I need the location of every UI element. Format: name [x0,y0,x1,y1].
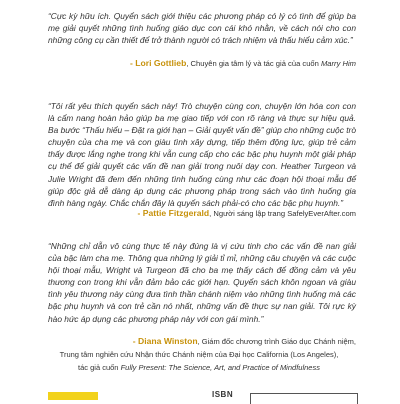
quote-3-attr-line-3: tác giả cuốn Fully Present: The Science, Art, and Practice of Mindfulness [78,363,320,372]
quote-3-attr-line-2: Trung tâm nghiên cứu Nhận thức Chánh niệm của Đại học California (Los Angeles), [59,350,339,359]
quote-1-text: “Cực kỳ hữu ích. Quyển sách giới thiệu các phương pháp có lý có tình để giúp ba mẹ giải quyết những tình huống giáo dục con cái khó nhằn, về cách nói cho con những công cụ cần thiết để trở thành người có trách nhiệm và thấu hiểu cảm xúc.” [48,11,356,46]
quote-2-text: “Tôi rất yêu thích quyển sách này! Trò chuyện cùng con, chuyện lớn hóa con con là cẩm nang hoàn hảo giúp ba mẹ giao tiếp với con rõ ràng và thực sự hiệu quả. Ba bước “Thấu hiểu – Đặt ra giới hạn – Giải quyết vấn đề” giúp cho những cuộc trò chuyện của cha mẹ và con giàu tình xây dựng, tiếp thêm động lực, giúp trẻ cảm thấy được lắng nghe trong khi vẫn cung cấp cho các bậc phụ huynh một giải pháp cụ thể để giải quyết các vấn đề nan giải trong nuôi dạy con. Heather Turgeon và Julie Wright đã đem đến những tình huống cùng như các đoạn hội thoại mẫu để giúp độc giả dễ dàng áp dụng các phương pháp trong sách vào tình huống gia đình hàng ngày. Chắc chắn đây là quyển sách phải-có cho các bậc phụ huynh.” [48,101,356,208]
quote-2-attribution [48,208,356,219]
yellow-tab [48,392,98,400]
quote-3-book: Fully Present: The Science, Art, and Practice of Mindfulness [120,363,320,372]
quote-3-text: “Những chỉ dẫn vô cùng thực tế này đúng là vị cứu tinh cho các vấn đề nan giải của bậc làm cha mẹ. Thông qua những lý giải tỉ mỉ, những câu chuyện và các cuộc hội thoại mẫu, Wright và Turgeon đã cho ba mẹ thấy cách để đồng cảm và yêu thương con trong khi vẫn đảm bảo các giới hạn. Quyển sách khôn ngoan và giàu tình yêu thương này cùng đưa tình thần chánh niệm vào những tình huống mà các bậc phụ huynh và con trẻ cần nó nhất, những vấn đề thực sự nan giải. Tôi rực kỳ hào hức áp dụng các phương pháp này với con gái mình.” [48,241,356,324]
quote-2-author: - Pattie Fitzgerald [137,208,210,218]
quote-3-author: - Diana Winston [132,336,198,346]
quote-1-author: - Lori Gottlieb [129,58,187,68]
barcode-box [250,393,358,404]
quote-1-attribution [48,58,356,69]
quote-3-attribution [40,335,358,374]
quote-3-role: , Giám đốc chương trình Giáo dục Chánh niệm, [197,337,356,346]
quote-1-book: Marry Him [320,59,356,68]
quote-3-attr-line-1 [40,335,358,348]
quote-1-role: , Chuyên gia tâm lý và tác giả của cuốn [186,59,321,68]
quote-2-role: , Người sáng lập trang SafelyEverAfter.com [209,209,356,218]
isbn-label: ISBN [212,390,234,399]
